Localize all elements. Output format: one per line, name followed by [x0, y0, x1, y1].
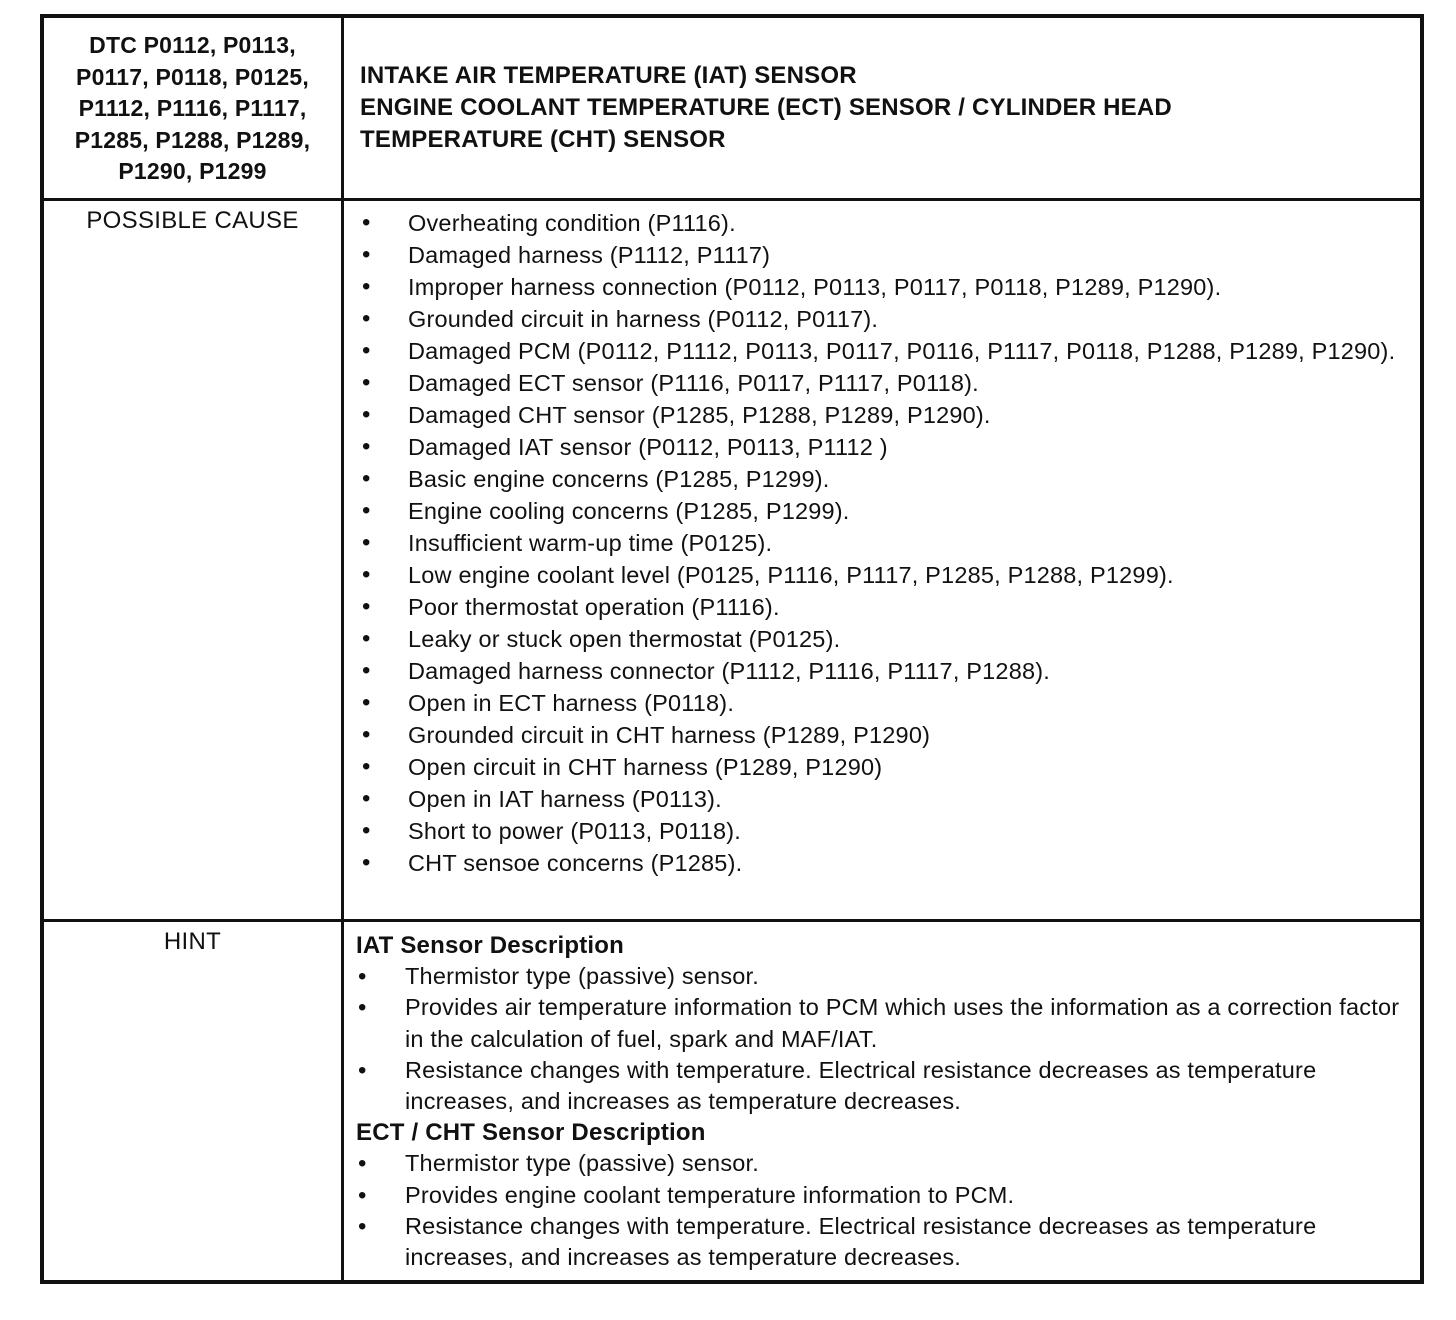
ect-description-item: • Resistance changes with temperature. Electrical resistance decreases as temperature increases, and increases as temperature decreases. — [356, 1211, 1400, 1274]
cause-item: • Open circuit in CHT harness (P1289, P1290) — [360, 751, 1400, 783]
ect-description-item: • Provides engine coolant temperature information to PCM. — [356, 1180, 1400, 1211]
dtc-code-list — [44, 18, 344, 201]
cause-item: • Damaged harness (P1112, P1117) — [360, 239, 1400, 271]
ect-description-item: • Thermistor type (passive) sensor. — [356, 1148, 1400, 1179]
dtc-code-line: P0117, P0118, P0125, — [76, 63, 309, 90]
ect-cht-description-heading: ECT / CHT Sensor Description — [356, 1119, 706, 1147]
cause-item: • Damaged CHT sensor (P1285, P1288, P1289, P1290). — [360, 399, 1400, 431]
title-line: ENGINE COOLANT TEMPERATURE (ECT) SENSOR / CYLINDER HEAD — [360, 94, 1172, 121]
cause-item: • Grounded circuit in harness (P0112, P0117). — [360, 303, 1400, 335]
cause-item: • Poor thermostat operation (P1116). — [360, 591, 1400, 623]
title-line: TEMPERATURE (CHT) SENSOR — [360, 126, 726, 153]
possible-cause-list — [344, 201, 1420, 922]
iat-description-heading: IAT Sensor Description — [356, 932, 625, 959]
hint-content — [344, 922, 1420, 1280]
dtc-code-line: P1112, P1116, P1117, — [78, 95, 307, 121]
hint-label: HINT — [44, 922, 344, 1280]
iat-description-item: • Resistance changes with temperature. Electrical resistance decreases as temperature increases, and increases as temperature decreases. — [356, 1055, 1400, 1118]
cause-item: • CHT sensoe concerns (P1285). — [360, 847, 1400, 879]
cause-item: • Basic engine concerns (P1285, P1299). — [360, 463, 1400, 495]
dtc-table — [40, 14, 1424, 1284]
cause-item: • Open in ECT harness (P0118). — [360, 687, 1400, 719]
cause-item: • Damaged IAT sensor (P0112, P0113, P1112 ) — [360, 431, 1400, 463]
dtc-code-line: P1290, P1299 — [118, 158, 267, 184]
cause-item: • Short to power (P0113, P0118). — [360, 815, 1400, 847]
cause-item: • Low engine coolant level (P0125, P1116, P1117, P1285, P1288, P1299). — [360, 559, 1400, 591]
cause-item: • Grounded circuit in CHT harness (P1289, P1290) — [360, 719, 1400, 751]
cause-item: • Damaged PCM (P0112, P1112, P0113, P0117, P0116, P1117, P0118, P1288, P1289, P1290). — [360, 335, 1400, 367]
cause-item: • Improper harness connection (P0112, P0113, P0117, P0118, P1289, P1290). — [360, 271, 1400, 303]
iat-description-item: • Thermistor type (passive) sensor. — [356, 961, 1400, 992]
dtc-code-line: P1285, P1288, P1289, — [74, 126, 311, 153]
sensor-title — [344, 18, 1420, 201]
cause-item: • Insufficient warm-up time (P0125). — [360, 527, 1400, 559]
iat-description-item: • Provides air temperature information to PCM which uses the information as a correction factor in the calculation of fuel, spark and MAF/IAT. — [356, 992, 1400, 1055]
title-line: INTAKE AIR TEMPERATURE (IAT) SENSOR — [360, 62, 857, 89]
cause-item: • Leaky or stuck open thermostat (P0125). — [360, 623, 1400, 655]
dtc-code-line: DTC P0112, P0113, — [89, 32, 296, 58]
cause-item: • Damaged ECT sensor (P1116, P0117, P1117, P0118). — [360, 367, 1400, 399]
cause-item: • Damaged harness connector (P1112, P1116, P1117, P1288). — [360, 655, 1400, 687]
possible-cause-label: POSSIBLE CAUSE — [44, 201, 344, 922]
cause-item: • Engine cooling concerns (P1285, P1299). — [360, 495, 1400, 527]
cause-item: • Open in IAT harness (P0113). — [360, 783, 1400, 815]
cause-item: • Overheating condition (P1116). — [360, 207, 1400, 239]
